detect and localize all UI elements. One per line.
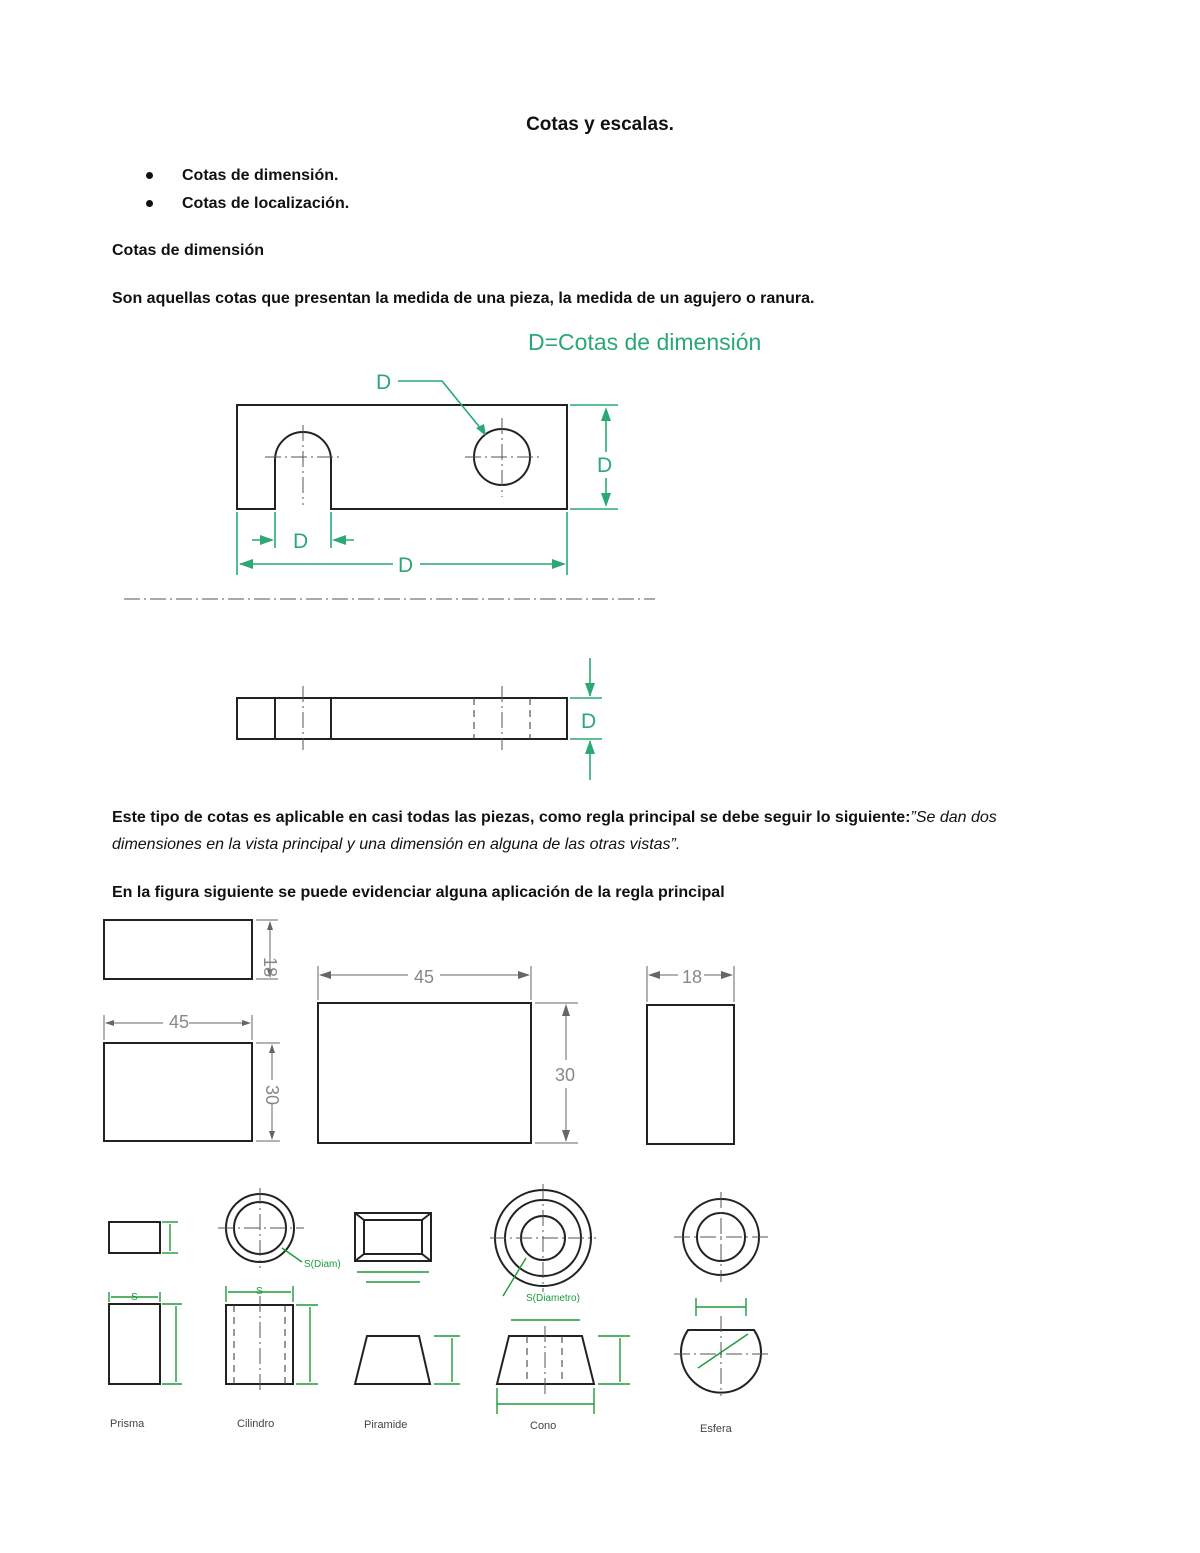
diam-label: S(Diam)	[304, 1259, 341, 1270]
dim-30: 30	[262, 1085, 282, 1106]
section-heading: Cotas de dimensión	[112, 242, 265, 259]
rule-bold-text: Este tipo de cotas es aplicable en casi todas las piezas, como regla principal se debe seguir lo siguiente:	[112, 809, 911, 826]
caption-piramide: Piramide	[364, 1419, 408, 1431]
figure2-intro: En la figura siguiente se puede evidenciar alguna aplicación de la regla principal	[112, 884, 725, 901]
caption-prisma: Prisma	[110, 1418, 145, 1430]
caption-cilindro: Cilindro	[237, 1418, 275, 1430]
dim-label: D	[293, 530, 309, 553]
dim-s: S	[131, 1292, 138, 1303]
dim-s: S	[256, 1286, 263, 1297]
caption-cono: Cono	[530, 1420, 557, 1432]
page-title: Cotas y escalas.	[526, 114, 674, 135]
diam-label: S(Diametro)	[526, 1293, 580, 1304]
figure1-title: D=Cotas de dimensión	[528, 329, 762, 355]
dim-label: D	[581, 710, 597, 733]
bullet-item: Cotas de localización.	[140, 190, 349, 218]
dim-45: 45	[169, 1012, 190, 1032]
dim-18: 18	[682, 967, 703, 987]
dim-30: 30	[555, 1065, 576, 1085]
dim-label: D	[398, 554, 414, 577]
bullet-item: Cotas de dimensión.	[140, 162, 349, 190]
dim-label: D	[376, 371, 392, 394]
rule-italic-text: ”Se dan dos dimensiones en la vista principal y una dimensión en alguna de las otras vistas”.	[112, 809, 997, 853]
dim-18: 18	[260, 957, 280, 978]
dim-label: D	[597, 454, 613, 477]
caption-esfera: Esfera	[700, 1423, 732, 1435]
dim-45: 45	[414, 967, 435, 987]
intro-paragraph: Son aquellas cotas que presentan la medida de una pieza, la medida de un agujero o ranura.	[112, 290, 815, 307]
